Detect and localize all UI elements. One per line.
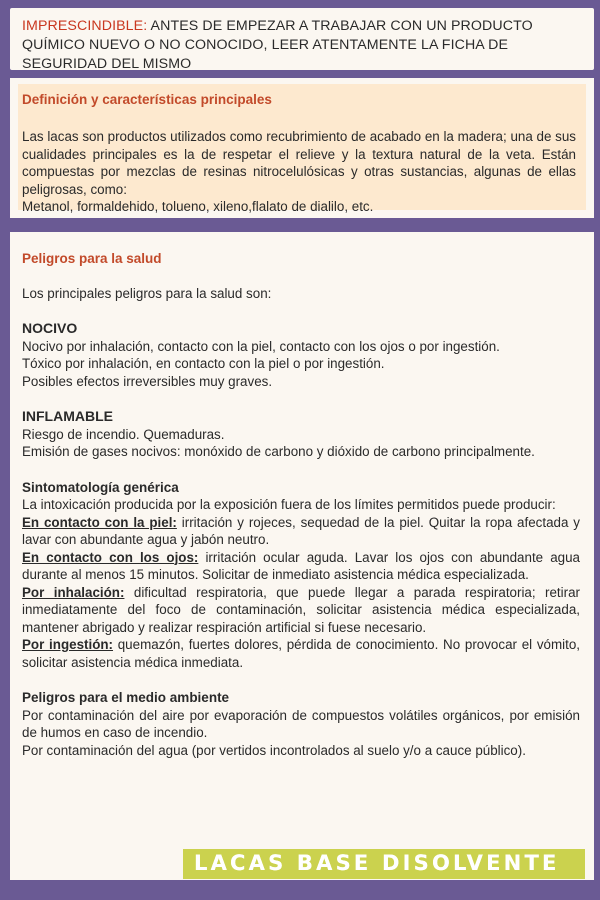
inflamable-line: Emisión de gases nocivos: monóxido de carbono y dióxido de carbono principalmente. (22, 444, 535, 459)
symptom-label: Por ingestión: (22, 637, 114, 652)
symptom-text: dificultad respiratoria, que puede llegar a parada respiratoria; retirar inmediatamente del foco de contaminación, solicitar asistencia médica especializada, mantener abrigado y realizar respiración artificial si fuese necesario. (22, 584, 580, 635)
environment-heading: Peligros para el medio ambiente (22, 690, 230, 705)
health-title: Peligros para la salud (22, 251, 162, 266)
definition-title: Definición y características principales (22, 92, 272, 107)
environment-line: Por contaminación del agua (por vertidos incontrolados al suelo y/o a cauce público). (22, 742, 526, 758)
symptom-label: En contacto con los ojos: (22, 549, 199, 565)
definition-list: Metanol, formaldehido, tolueno, xileno,flalato de dialilo, etc. (22, 199, 374, 214)
symptom-label: En contacto con la piel: (22, 514, 177, 530)
symptom-text: irritación ocular aguda. Lavar los ojos con abundante agua durante al menos 15 minutos. Solicitar de inmediato asistencia médica especializada. (22, 549, 580, 582)
warning-panel (10, 8, 594, 70)
symptom-item (22, 636, 580, 671)
environment-line: Por contaminación del aire por evaporación de compuestos volátiles orgánicos, por emisión de humos en caso de incendio. (22, 707, 580, 740)
inflamable-heading: INFLAMABLE (22, 408, 113, 424)
product-badge: LACAS BASE DISOLVENTE (183, 849, 585, 879)
symptoms-intro: La intoxicación producida por la exposición fuera de los límites permitidos puede producir: (22, 497, 556, 512)
nocivo-heading: NOCIVO (22, 320, 78, 336)
health-panel (10, 232, 594, 880)
warning-lead: IMPRESCINDIBLE: (22, 18, 148, 34)
symptom-item (22, 584, 580, 637)
nocivo-line: Nocivo por inhalación, contacto con la piel, contacto con los ojos o por ingestión. (22, 338, 500, 354)
definition-title-bar (18, 84, 586, 114)
health-intro: Los principales peligros para la salud son: (22, 285, 272, 301)
symptoms-heading: Sintomatología genérica (22, 479, 179, 495)
symptom-item (22, 549, 580, 584)
symptom-label: Por inhalación: (22, 584, 125, 600)
symptom-text: quemazón, fuertes dolores, pérdida de conocimiento. No provocar el vómito, solicitar asistencia médica inmediata. (22, 637, 581, 670)
definition-body: Las lacas son productos utilizados como recubrimiento de acabado en la madera; una de sus cualidades principales es la de respetar el relieve y la textura natural de la veta. Están compuestas por mezclas de resinas nitrocelulósicas y otras sustancias, algunas de ellas peligrosas, como: (22, 129, 576, 197)
symptom-item (22, 514, 580, 549)
nocivo-line: Tóxico por inhalación, en contacto con la piel o por ingestión. (22, 356, 385, 371)
warning-text: ANTES DE EMPEZAR A TRABAJAR CON UN PRODUCTO QUÍMICO NUEVO O NO CONOCIDO, LEER ATENTAMENTE LA FICHA DE SEGURIDAD DEL MISMO (22, 18, 533, 72)
symptom-text: irritación y rojeces, sequedad de la piel. Quitar la ropa afectada y lavar con abundante agua y jabón neutro. (22, 514, 581, 547)
inflamable-line: Riesgo de incendio. Quemaduras. (22, 426, 225, 442)
nocivo-line: Posibles efectos irreversibles muy graves. (22, 373, 273, 389)
definition-panel (10, 78, 594, 218)
definition-text (18, 114, 586, 214)
